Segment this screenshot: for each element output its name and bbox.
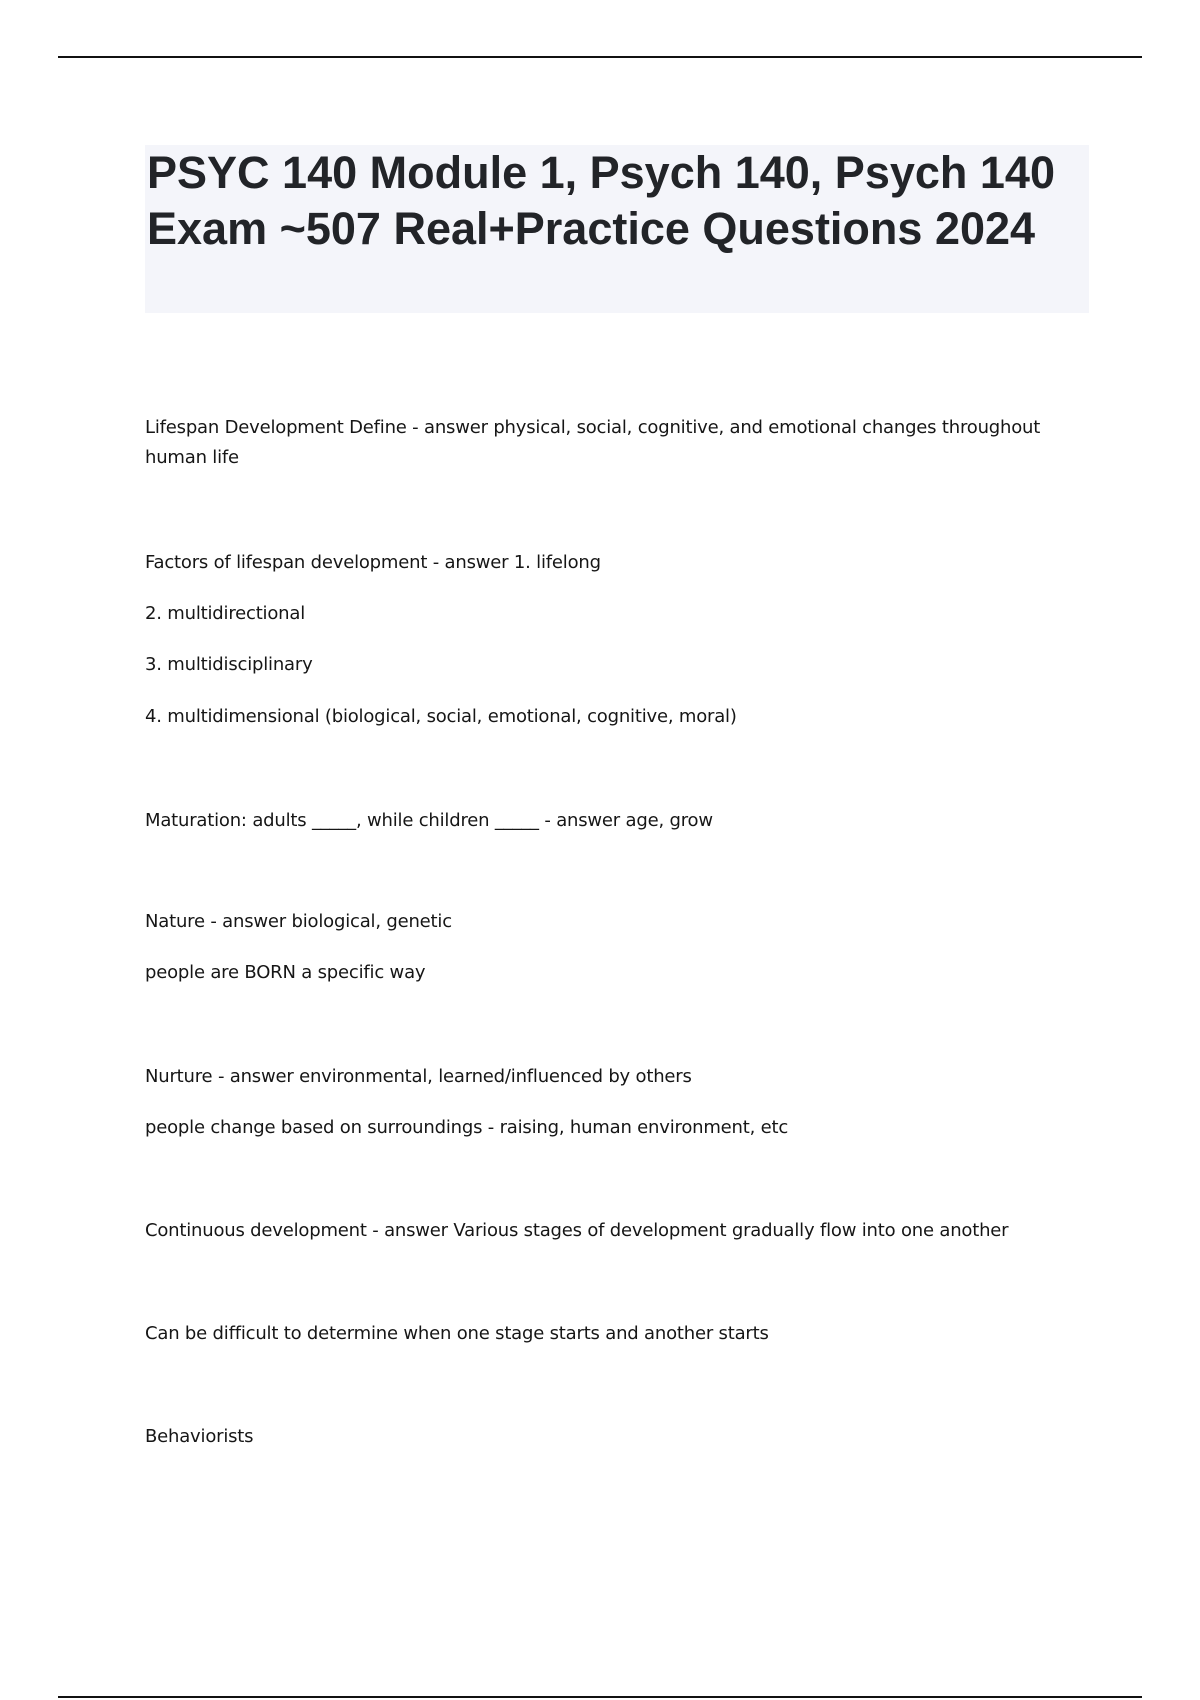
qa-factors-lifespan: Factors of lifespan development - answer 1. lifelong xyxy=(145,552,601,573)
qa-maturation: Maturation: adults _____, while children _____ - answer age, grow xyxy=(145,810,713,831)
list-item-multidisciplinary: 3. multidisciplinary xyxy=(145,654,313,675)
bottom-rule xyxy=(58,1696,1142,1698)
qa-continuous-development: Continuous development - answer Various stages of development gradually flow into one another xyxy=(145,1220,1009,1241)
list-item-multidirectional: 2. multidirectional xyxy=(145,603,306,624)
nature-note: people are BORN a specific way xyxy=(145,962,426,983)
nurture-note: people change based on surroundings - raising, human environment, etc xyxy=(145,1117,789,1138)
qa-behaviorists: Behaviorists xyxy=(145,1426,254,1447)
title-block xyxy=(145,145,1089,313)
qa-nature: Nature - answer biological, genetic xyxy=(145,911,452,932)
qa-nurture: Nurture - answer environmental, learned/influenced by others xyxy=(145,1066,692,1087)
top-rule xyxy=(58,56,1142,58)
qa-lifespan-definition: Lifespan Development Define - answer physical, social, cognitive, and emotional changes throughout human life xyxy=(145,417,1041,468)
continuous-development-note: Can be difficult to determine when one stage starts and another starts xyxy=(145,1323,769,1344)
document-title: PSYC 140 Module 1, Psych 140, Psych 140 Exam ~507 Real+Practice Questions 2024 xyxy=(147,147,1055,254)
list-item-multidimensional: 4. multidimensional (biological, social, emotional, cognitive, moral) xyxy=(145,706,737,727)
